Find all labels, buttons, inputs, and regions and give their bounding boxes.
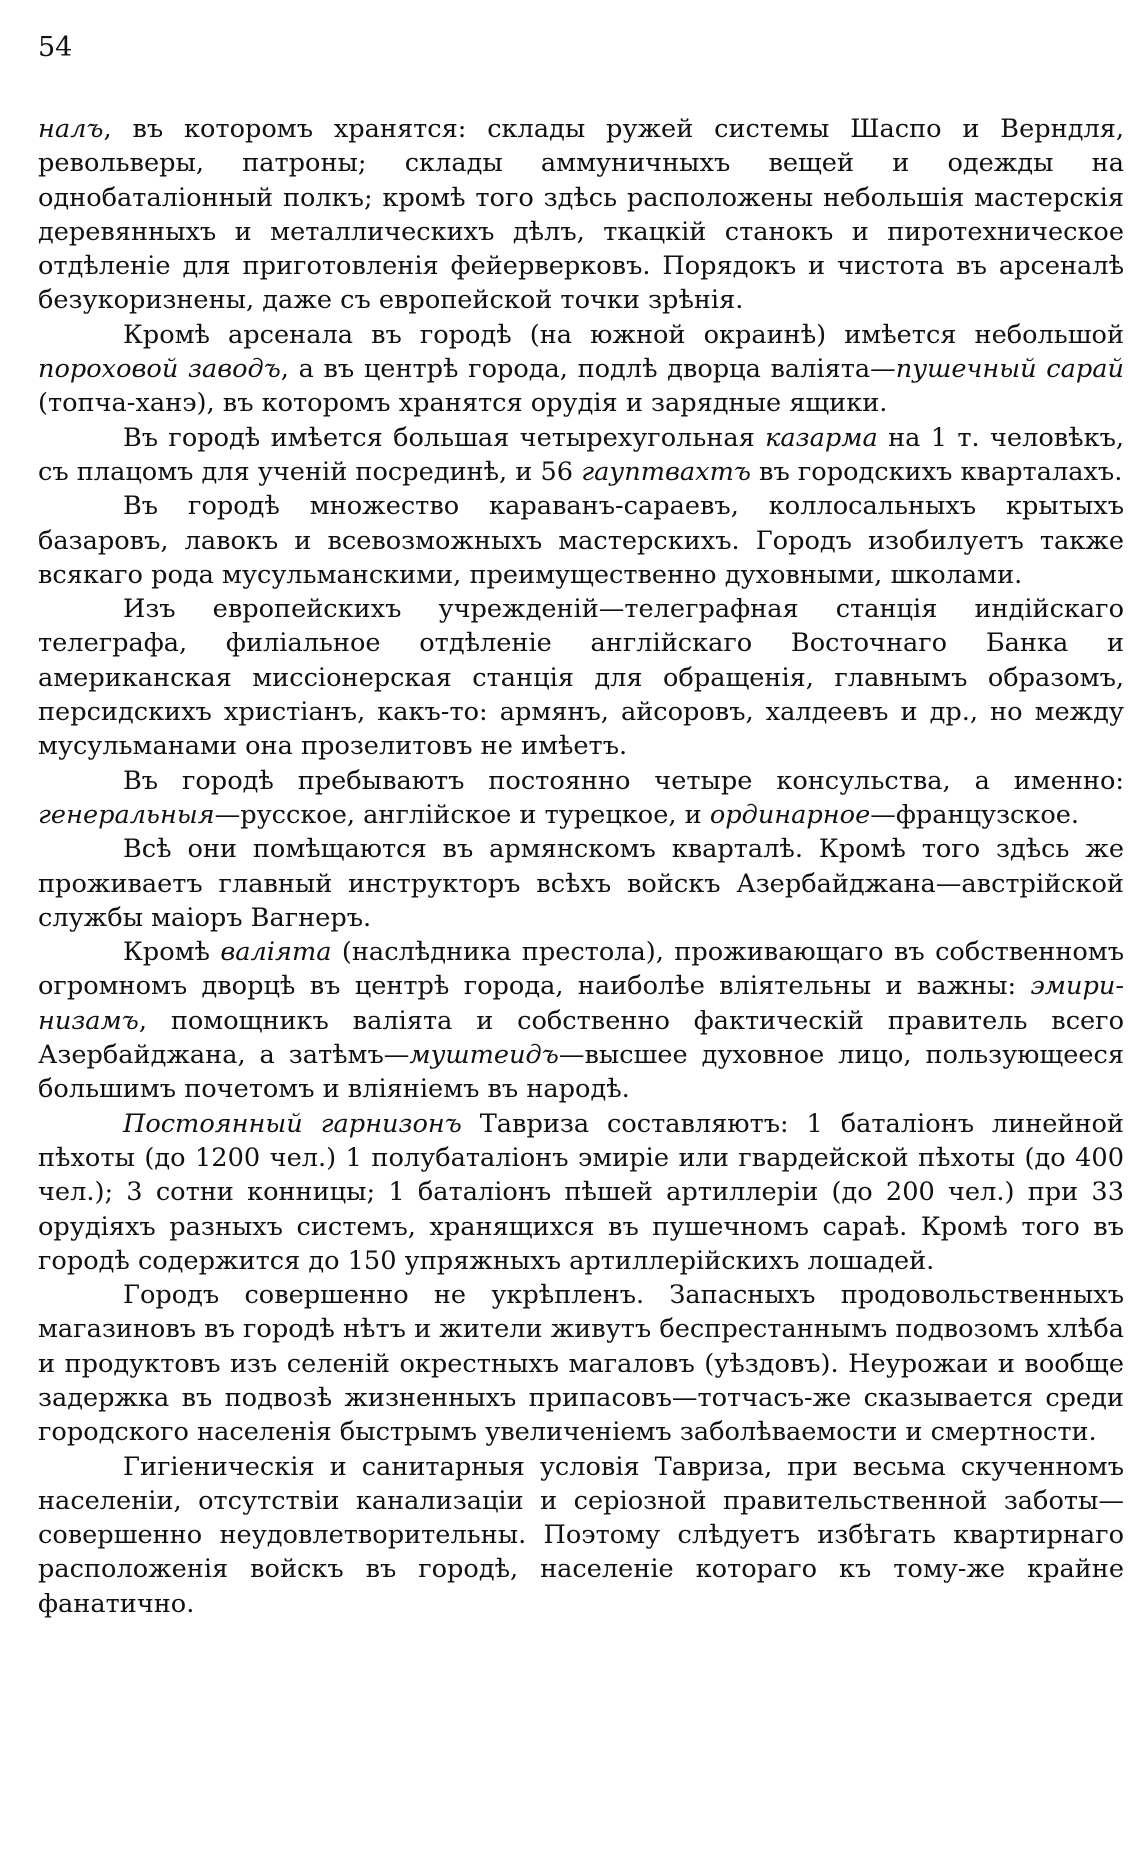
italic-term: Постоянный гарнизонъ [123, 1108, 462, 1139]
paragraph [38, 935, 1124, 1106]
italic-term: казарма [765, 422, 878, 453]
page-number: 54 [38, 32, 73, 63]
text-run: Всѣ они помѣщаются въ армянскомъ кварталѣ. Кромѣ того здѣсь же проживаетъ главный инструкторъ всѣхъ войскъ Азербайджана—австрійской службы маіоръ Вагнеръ. [38, 834, 1124, 933]
text-run: (топча-ханэ), въ которомъ хранятся орудія и зарядные ящики. [38, 388, 888, 419]
italic-term: муштеидъ [409, 1040, 559, 1071]
italic-term: пушечный сарай [895, 354, 1124, 385]
italic-term: валіята [220, 937, 332, 968]
paragraph [38, 112, 1124, 318]
paragraph [38, 318, 1124, 421]
italic-term: ординарное [709, 799, 871, 830]
paragraph [38, 832, 1124, 935]
paragraph [38, 592, 1124, 763]
text-run: , а въ центрѣ города, подлѣ дворца валіята— [280, 354, 896, 385]
text-run: Гигіеническія и санитарныя условія Тавриза, при весьма скученномъ населеніи, отсутствіи канализаціи и серіозной правительственной заботы—совершенно неудовлетворительны. Поэтому слѣдуетъ избѣгать квартирнаго расположенія войскъ въ городѣ, населеніе котораго къ тому-же крайне фанатично. [38, 1451, 1124, 1619]
paragraph [38, 1450, 1124, 1621]
italic-term: налъ [38, 114, 104, 144]
body-text [38, 112, 1124, 1621]
text-run: —высшее духовное лицо, пользующееся большимъ почетомъ и вліяніемъ въ народѣ. [38, 1040, 1124, 1105]
text-run: Въ городѣ множество караванъ-сараевъ, коллосальныхъ крытыхъ базаровъ, лавокъ и всевозможныхъ мастерскихъ. Городъ изобилуетъ также всякаго рода мусульманскими, преимущественно духовными, школами. [38, 491, 1124, 590]
text-run: на 1 т. человѣкъ, съ плацомъ для ученій посрединѣ, и 56 [38, 422, 1124, 487]
text-run: Кромѣ [123, 937, 221, 968]
text-run: Въ городѣ пребываютъ постоянно четыре консульства, а именно: [123, 765, 1124, 796]
text-run: Тавриза составляютъ: 1 баталіонъ линейной пѣхоты (до 1200 чел.) 1 полубаталіонъ эмиріе или гвардейской пѣхоты (до 400 чел.); 3 сотни конницы; 1 баталіонъ пѣшей артиллеріи (до 200 чел.) при 33 орудіяхъ разныхъ системъ, хранящихся въ пушечномъ сараѣ. Кромѣ того въ городѣ содержится до 150 упряжныхъ артиллерійскихъ лошадей. [38, 1108, 1124, 1276]
paragraph [38, 1107, 1124, 1278]
italic-term: пороховой заводъ [38, 354, 281, 385]
italic-term: эмири-низамъ [38, 971, 1124, 1036]
text-run: въ городскихъ кварталахъ. [750, 456, 1123, 487]
text-run: , въ которомъ хранятся: склады ружей системы Шаспо и Верндля, револьверы, патроны; склады аммуничныхъ вещей и одежды на однобаталіонный полкъ; кромѣ того здѣсь расположены небольшія мастерскія деревянныхъ и металлическихъ дѣлъ, ткацкій станокъ и пиротехническое отдѣленіе для приготовленія фейерверковъ. Порядокъ и чистота въ арсеналѣ безукоризнены, даже съ европейской точки зрѣнія. [38, 114, 1124, 316]
italic-term: гауптвахтъ [581, 456, 751, 487]
paragraph [38, 764, 1124, 833]
text-run: (наслѣдника престола), проживающаго въ собственномъ огромномъ дворцѣ въ центрѣ города, наиболѣе вліятельны и важны: [38, 937, 1124, 1002]
text-run: Изъ европейскихъ учрежденій—телеграфная станція индійскаго телеграфа, филіальное отдѣленіе англійскаго Восточнаго Банка и американская миссіонерская станція для обращенія, главнымъ образомъ, персидскихъ христіанъ, какъ-то: армянъ, айсоровъ, халдеевъ и др., но между мусульманами она прозелитовъ не имѣетъ. [38, 594, 1124, 762]
text-run: , помощникъ валіята и собственно фактическій правитель всего Азербайджана, а затѣмъ— [38, 1005, 1124, 1071]
paragraph [38, 1278, 1124, 1449]
paragraph [38, 421, 1124, 490]
italic-term: генеральныя [38, 799, 215, 830]
text-run: Кромѣ арсенала въ городѣ (на южной окраинѣ) имѣется небольшой [123, 319, 1124, 350]
text-run: Въ городѣ имѣется большая четырехугольная [123, 422, 766, 453]
paragraph [38, 489, 1124, 592]
text-run: —французское. [870, 799, 1080, 830]
text-run: Городъ совершенно не укрѣпленъ. Запасныхъ продовольственныхъ магазиновъ въ городѣ нѣтъ и жители живутъ беспрестаннымъ подвозомъ хлѣба и продуктовъ изъ селеній окрестныхъ магаловъ (уѣздовъ). Неурожаи и вообще задержка въ подвозѣ жизненныхъ припасовъ—тотчасъ-же сказывается среди городского населенія быстрымъ увеличеніемъ заболѣваемости и смертности. [38, 1280, 1124, 1448]
text-run: —русское, англійское и турецкое, и [214, 799, 710, 830]
